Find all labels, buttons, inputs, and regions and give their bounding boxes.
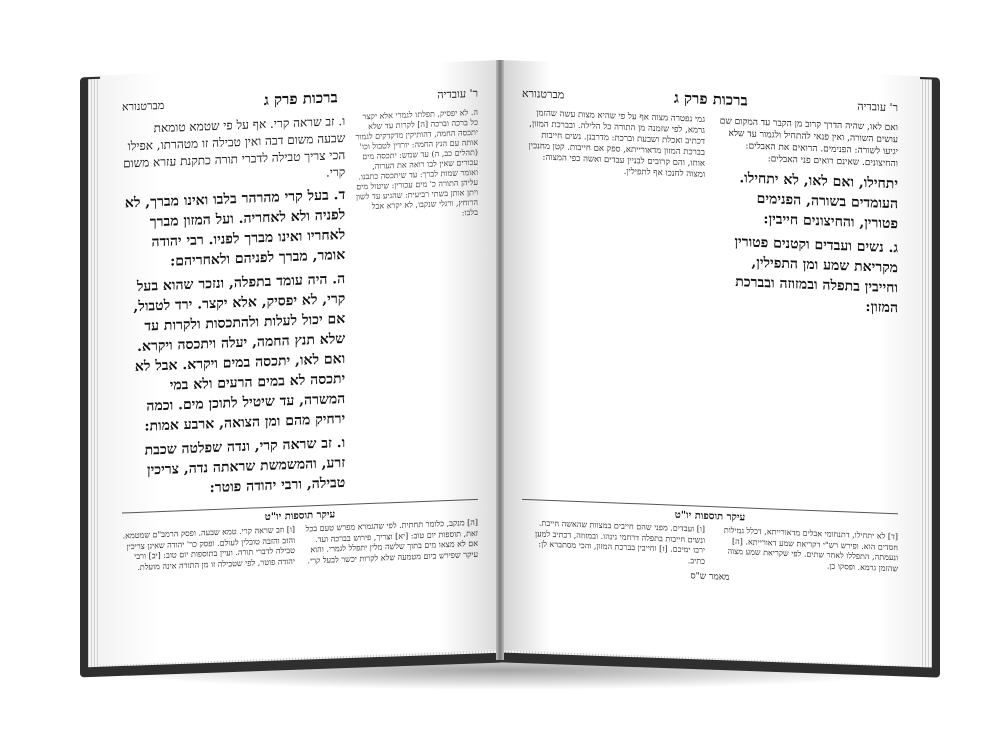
right-notes-title: עיקר תוספות יו"ט: [674, 509, 746, 524]
right-commentary-text: גמי נפטרה מצוה אף על פי שהיא מצות עשה שהזמן גרמא, לפי שזמנה מן התורה כל הלילה. ובברכת המזון, דכתיב ואכלת ושבעת וברכת: מדרבנן. נשים חייבות בברכת המזון מדאורייתא, ספק אם חייבות. קטן מחנכין אותו, והם קרובים לבניין עבדים ואשה כפי המצוה: ומצוה לחנכו אף לתפילין.: [528, 108, 705, 180]
left-commentary-column: [355, 108, 478, 498]
right-note-2: [ו] ועבדים. מפני שהם חייבים במצוות שהאשה חייבת. ונשים חייבות בתפלה דרחמי נינהו. ובמזוזה, דכתיב למען ירבו ימיכם. [ז] וחייבין בברכת המזון, והכי מסתברא לן: כתיב.: [535, 518, 705, 566]
right-main-para-2: ג. נשים ועבדים וקטנים פטורין מקריאת שמע ומן התפילין, וחייבין בתפלה ובמזוזה ובברכת המזון:: [734, 234, 898, 317]
left-main-para-2: ד. בעל קרי מהרהר בלבו ואינו מברך, לא לפניה ולא לאחריה. ועל המזון מברך לאחריו ואינו מברך לפניו. רבי יהודה אומר, מברך לפניהם ולאחריהם:: [124, 186, 346, 270]
left-note-2: [ו] וזב שראה קרי. טמא שבעה. ופסק הרמב"ם שמטמא. והזב והזבה טובלין לעולם. ופסק כר' יהודה שאינן צריכין טבילה לדברי תורה. ועיין בתוספות יום טוב: [יב] ורבי יהודה פוטר, לפי שטבילה זו מן התורה אינה מועלת.: [122, 524, 295, 572]
left-main-para-1: ו. זב שראה קרי. אף על פי שטמא טומאת שבעה משום דבה ואין טבילה זו מטהרתו, אפילו הכי צריך טבילה לדברי תורה כתקנת עזרא משום קרי.: [123, 113, 346, 180]
left-note-1: [ה] מנקב, כלומר תחתית. לפי שהגמרא מפרש טעם בכל זאת, תוספות יום טוב: [יא] וצריך, פירוש בברכה ועד. אם לא מצאו מים בתוך שלשה מלין יתפלל לגמרי. והוא עיקר שפירש ביום מטמעה שלא לקרות יכשר לבעל קרי.: [305, 517, 478, 565]
book-gutter: [496, 60, 504, 660]
right-commentary-column: [522, 108, 705, 500]
right-note-1: [ד] לא יתחילו, דתנחומי אבלים מדאורייתא, דכלל גמילות חסדים הוא. ופירש רש"י דקריאת שמע דאורייתא. [ה] ונעמתה, התפללו לאחר שתים. לפי שקריאת שמע מצוה שהזמן גרמא. ופסקו כן.: [723, 525, 898, 573]
left-main-para-3: ה. היה עומד בתפלה, ונזכר שהוא בעל קרי, לא יפסיק, אלא יקצר. ירד לטבול, אם יכול לעלות ולהתכסות ולקרות עד שלא תנץ החמה, יעלה ויתכסה ויקרא. ואם לאו, יתכסה במים ויקרא. אבל לא יתכסה לא במים הרעים ולא במי המשרה, עד שיטיל לתוכן מים. וכמה ירחיק מהם ומן הצואה, ארבע אמות:: [133, 270, 346, 435]
right-commentary-top: ואם לאו, שהיה הדרך קרוב מן הקבר עד המקום שם עושים השורה, ואין פנאי להתחיל ולגמור עד שלא יגיעו לשורה: הפנימים. הרואים את האבלים: והחיצונים. שאינם רואים פני האבלים:: [719, 116, 898, 170]
left-notes-title: עיקר תוספות יו"ט: [264, 509, 336, 524]
right-header-title: ברכות פרק ג: [673, 88, 748, 110]
right-header-right: ר' עובדיה: [857, 99, 898, 115]
right-header-left: מברטנורא: [522, 86, 565, 102]
right-footer: מאמר ש"ס: [690, 571, 730, 583]
left-main-para-4: ו. זב שראה קרי, ונדה שפלטה שכבת זרע, והמשמשת שראתה נדה, צריכין טבילה, ורבי יהודה פוטר:: [144, 434, 346, 497]
left-main-column: [122, 113, 345, 507]
right-main-column: [715, 115, 898, 507]
left-header-title: ברכות פרק ג: [263, 88, 338, 110]
left-header-left: מברטנורא: [122, 98, 165, 114]
right-main-para-1: יתחילו, ואם לאו, לא יתחילו. העומדים בשורה, הפנימים פטורין, והחיצונים חייבין:: [739, 170, 898, 233]
left-commentary-text: ה. לא יפסיק, תפלתו לגמרי אלא יקצר כל ברכה וברכה [ה] לקרות עד שלא יתכסה החמה, דהותיקין מדקדקים לגמור אותה עם הנץ החמה: יורדין לטבול וכו' (תהלים כב, ה) עד שמש: יתכסה מים עכורים שאין לבו רואה את הערוה, ואומר שמות לברך: עד שיתכסה כתבנו. עליהן התורה כ' מים עכורין: שיטול מים ויתן אותן בשתי רביעית: שהגיע עד לשון הרוחץ, ורגלי שנקבו, לא יקרא אבל בלבו:: [355, 107, 478, 218]
left-header-right: ר' עובדיה: [437, 86, 478, 102]
left-page: [100, 60, 500, 665]
right-page: [500, 60, 920, 666]
